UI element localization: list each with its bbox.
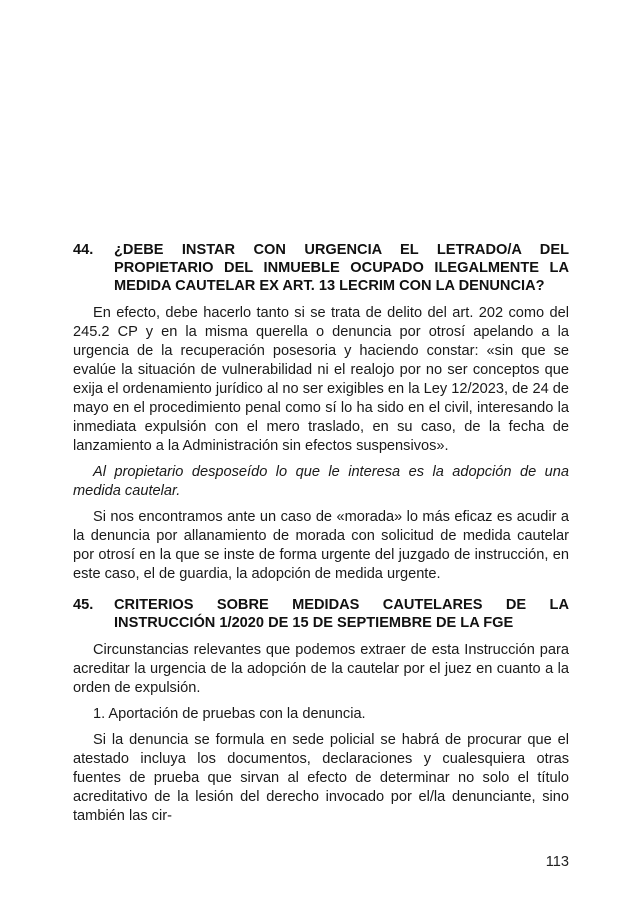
page-number: 113 [545, 854, 569, 870]
section-44-paragraph-3: Si nos encontramos ante un caso de «morada» lo más eficaz es acudir a la denuncia por allanamiento de morada con solicitud de medida cautelar por otrosí en la que se inste de forma urgente del juzgado de instrucción, en este caso, el de guardia, la adopción de medida urgente. [73, 509, 569, 582]
section-44-paragraph-1: En efecto, debe hacerlo tanto si se trata de delito del art. 202 como del 245.2 CP y en la misma querella o denuncia por otrosí apelando a la urgencia de la recuperación posesoria y haciendo constar: «sin que se evalúe la situación de vulnerabilidad ni el realojo por no ser conceptos que exija el ordenamiento jurídico al no ser exigibles en la Ley 12/2023, de 24 de mayo en el procedimiento penal como sí lo ha sido en el civil, interesando la inmediata expulsión con el mero traslado, en su caso, de la fecha de lanzamiento a la Administración sin efectos suspensivos». [73, 305, 569, 454]
section-44-heading [73, 241, 569, 295]
section-44-number: 44. [73, 242, 94, 258]
section-45-paragraph-3: Si la denuncia se formula en sede policial se habrá de procurar que el atestado incluya los documentos, declaraciones y cualesquiera otras fuentes de prueba que sirvan al efecto de determinar no solo el título acreditativo de la lesión del derecho invocado por el/la denunciante, sino también las cir- [73, 732, 569, 824]
section-45-paragraph-2: 1. Aportación de pruebas con la denuncia. [93, 706, 366, 722]
section-44-title: ¿DEBE INSTAR CON URGENCIA EL LETRADO/A DEL PROPIETARIO DEL INMUEBLE OCUPADO ILEGALMENTE LA MEDIDA CAUTELAR EX ART. 13 LECRIM CON LA DENUNCIA? [114, 242, 569, 294]
page-content [73, 241, 569, 826]
section-44-paragraph-2: Al propietario desposeído lo que le interesa es la adopción de una medida cautelar. [73, 464, 569, 499]
section-45-number: 45. [73, 597, 94, 613]
section-45-title: CRITERIOS SOBRE MEDIDAS CAUTELARES DE LA INSTRUCCIÓN 1/2020 DE 15 DE SEPTIEMBRE DE LA FGE [114, 597, 569, 631]
section-45-paragraph-1: Circunstancias relevantes que podemos extraer de esta Instrucción para acreditar la urgencia de la adopción de la cautelar por el juez en cuanto a la orden de expulsión. [73, 642, 569, 696]
section-45-heading [73, 596, 569, 632]
